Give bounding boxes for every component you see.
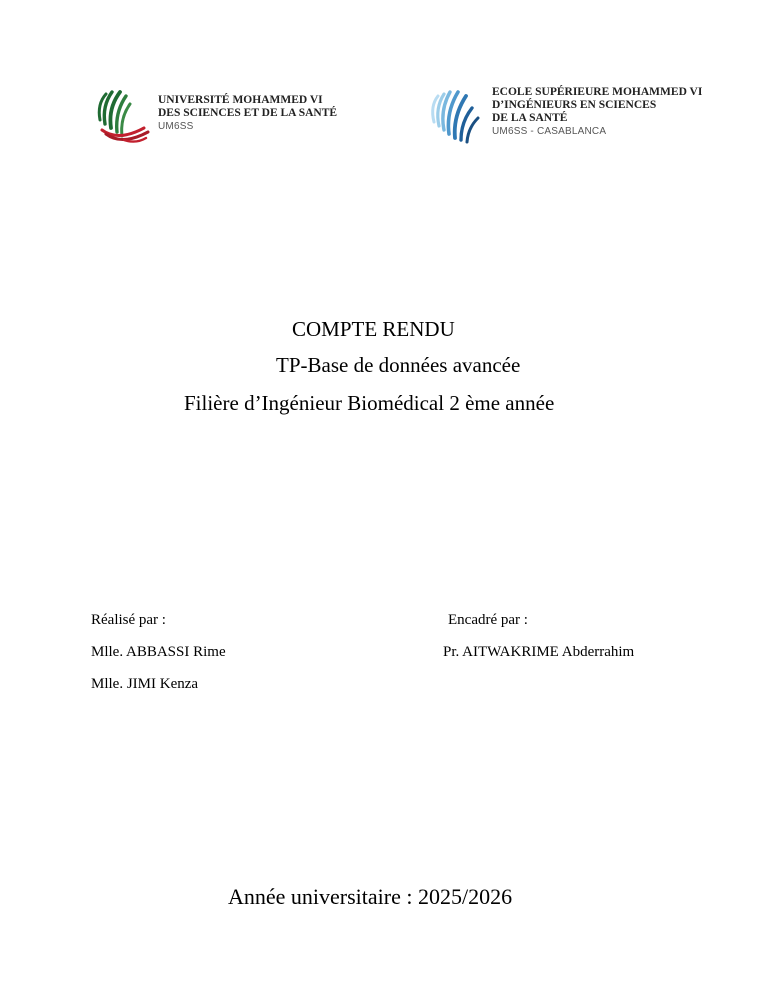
esmiss-logo [428,84,702,146]
logo-subtitle: UM6SS - CASABLANCA [492,126,607,137]
um6ss-logo-text [158,94,337,133]
academic-year: Année universitaire : 2025/2026 [228,884,513,909]
um6ss-emblem-icon [94,84,152,146]
document-subtitle: TP-Base de données avancée [276,353,521,377]
logo-line: UNIVERSITÉ MOHAMMED VI [158,94,323,106]
esmiss-logo-text [492,86,702,138]
logo-line: D’INGÉNIEURS EN SCIENCES [492,99,657,111]
logo-line: DE LA SANTÉ [492,112,568,124]
um6ss-logo [94,84,337,146]
logo-subtitle: UM6SS [158,121,194,132]
document-title: COMPTE RENDU [292,317,455,341]
authors-label: Réalisé par : [91,612,166,628]
logo-line: DES SCIENCES ET DE LA SANTÉ [158,107,338,119]
logo-line: ECOLE SUPÉRIEURE MOHAMMED VI [492,86,703,98]
program-line: Filière d’Ingénieur Biomédical 2 ème année [184,391,555,415]
author-name: Mlle. JIMI Kenza [91,676,199,692]
esmiss-emblem-icon [428,84,486,146]
supervisor-label: Encadré par : [448,612,528,628]
supervisor-name: Pr. AITWAKRIME Abderrahim [443,644,635,660]
author-name: Mlle. ABBASSI Rime [91,644,226,660]
